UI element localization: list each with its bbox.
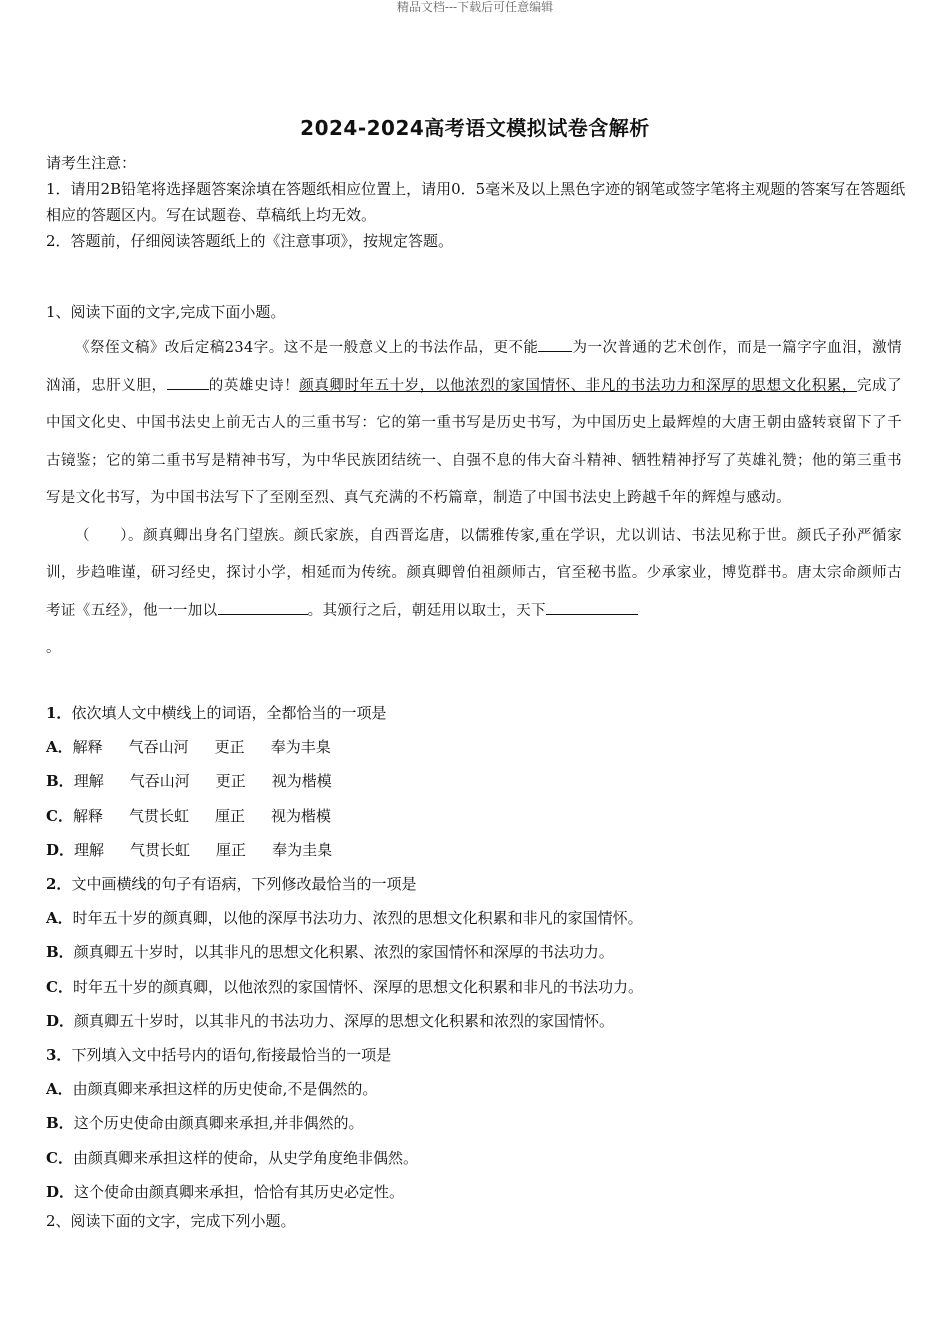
option-text: 这个使命由颜真卿来承担，恰恰有其历史必定性。 bbox=[74, 1182, 405, 1201]
question-number: 3． bbox=[46, 1046, 72, 1065]
option-text: 颜真卿五十岁时，以其非凡的书法功力、深厚的思想文化积累和浓烈的家国情怀。 bbox=[74, 1011, 615, 1030]
notice-heading: 请考生注意： bbox=[46, 154, 137, 172]
question-text: 文中画横线的句子有语病，下列修改最恰当的一项是 bbox=[71, 875, 417, 894]
fill-blank bbox=[167, 375, 209, 390]
option-word: 气吞山河 bbox=[128, 738, 189, 757]
question-3-option-c bbox=[46, 1141, 906, 1175]
option-word: 视为楷模 bbox=[271, 772, 332, 791]
option-label: A． bbox=[46, 1080, 73, 1099]
passage-paragraph-2 bbox=[46, 518, 902, 668]
passage-text: 《祭侄文稿》改后定稿234字。这不是一般意义上的书法作品，更不能 bbox=[75, 340, 539, 356]
question-3-stem bbox=[46, 1038, 906, 1072]
passage-text: 完成了中国文化史、中国书法史上前无古人的三重书写：它的第一重书写是历史书写，为中国历史上最辉煌的大唐王朝由盛转衰留下了千古镜鉴；它的第二重书写是精神书写，为中华民族团结统一、自强不息的伟大奋斗精神、牺牲精神抒写了英雄礼赞；他的第三重书写是文化书写，为中国书法写下了至刚至烈、真气充满的不朽篇章，制造了中国书法史上跨越千年的辉煌与感动。 bbox=[46, 377, 903, 506]
option-text: 时年五十岁的颜真卿，以他的深厚书法功力、浓烈的思想文化积累和非凡的家国情怀。 bbox=[72, 909, 643, 928]
option-label: A． bbox=[46, 909, 73, 928]
option-word: 理解 bbox=[73, 772, 104, 791]
option-word: 解释 bbox=[72, 806, 103, 825]
page-header-watermark: 精品文档---下载后可任意编辑 bbox=[396, 0, 554, 14]
underlined-sentence: 颜真卿时年五十岁，以他浓烈的家国情怀、非凡的书法功力和深厚的思想文化积累， bbox=[299, 377, 857, 394]
option-word: 更正 bbox=[215, 772, 246, 791]
option-word: 气贯长虹 bbox=[128, 806, 189, 825]
option-word: 气吞山河 bbox=[129, 772, 190, 791]
option-text: 时年五十岁的颜真卿，以他浓烈的家国情怀、深厚的思想文化积累和非凡的书法功力。 bbox=[72, 977, 643, 996]
reading-passage bbox=[46, 330, 902, 668]
option-label: C． bbox=[46, 1148, 73, 1167]
notice-item-2: 2．答题前，仔细阅读答题纸上的《注意事项》，按规定答题。 bbox=[46, 232, 454, 250]
fill-blank bbox=[546, 600, 638, 615]
notice-item-1: 1．请用2B铅笔将选择题答案涂填在答题纸相应位置上，请用0．5毫米及以上黑色字迹的钢笔或签字笔将主观题的答案写在答题纸相应的答题区内。写在试题卷、草稿纸上均无效。 bbox=[46, 180, 906, 224]
option-text: 由颜真卿来承担这样的使命，从史学角度绝非偶然。 bbox=[72, 1148, 418, 1167]
question-2-option-d bbox=[46, 1004, 906, 1038]
question-2-option-b bbox=[46, 935, 906, 969]
question-text: 依次填人文中横线上的词语，全都恰当的一项是 bbox=[71, 704, 387, 722]
question-1-option-c bbox=[46, 799, 906, 833]
option-text: 由颜真卿来承担这样的历史使命,不是偶然的。 bbox=[72, 1080, 378, 1099]
passage-text: （ ）。颜真卿出身名门望族。颜氏家族，自西晋迄唐，以儒雅传家,重在学识，尤以训诂、书法见称于世。颜氏子孙严循家训，步趋唯谨，研习经史，探讨小学，相延而为传统。颜真卿曾伯祖颜师古，官至秘书监。少承家业，博览群书。唐太宗命颜师古考证《五经》，他一一加以 bbox=[46, 527, 902, 619]
option-label: B． bbox=[46, 943, 74, 962]
question-1-option-d bbox=[46, 833, 906, 867]
fill-blank bbox=[538, 337, 572, 352]
option-label: C． bbox=[46, 806, 73, 825]
question-3-option-b bbox=[46, 1106, 906, 1140]
question-3-option-a bbox=[46, 1072, 906, 1106]
page-title: 2024-2024高考语文模拟试卷含解析 bbox=[300, 116, 650, 140]
question-2-option-a bbox=[46, 901, 906, 935]
option-word: 厘正 bbox=[214, 806, 245, 825]
section-2-intro: 2、阅读下面的文字，完成下列小题。 bbox=[46, 1212, 296, 1230]
option-label: A． bbox=[46, 738, 73, 757]
exam-notice bbox=[46, 150, 906, 254]
passage-text: 为一次普通的艺术创作，而是一篇字字血泪，激情汹涌，忠肝义胆， bbox=[46, 340, 902, 394]
option-word: 视为楷模 bbox=[271, 806, 332, 825]
option-label: D． bbox=[46, 1182, 75, 1201]
option-text: 颜真卿五十岁时，以其非凡的思想文化积累、浓烈的家国情怀和深厚的书法功力。 bbox=[73, 943, 614, 962]
option-word: 厘正 bbox=[216, 840, 247, 859]
question-number: 2． bbox=[46, 875, 72, 894]
question-2-stem bbox=[46, 867, 906, 901]
question-1-option-a bbox=[46, 730, 906, 764]
question-3-option-d bbox=[46, 1175, 906, 1209]
passage-text: 的英雄史诗！ bbox=[208, 377, 300, 394]
option-label: B． bbox=[46, 772, 74, 791]
passage-paragraph-1 bbox=[46, 330, 902, 518]
option-word: 奉为圭臬 bbox=[272, 840, 333, 859]
option-word: 奉为丰臬 bbox=[270, 738, 331, 757]
option-label: D． bbox=[46, 1011, 75, 1030]
question-1-option-b bbox=[46, 764, 906, 798]
question-1-stem bbox=[46, 696, 906, 730]
option-word: 解释 bbox=[72, 738, 103, 757]
question-number: 1． bbox=[46, 704, 72, 722]
option-label: B． bbox=[46, 1114, 74, 1133]
question-text: 下列填入文中括号内的语句,衔接最恰当的一项是 bbox=[71, 1046, 392, 1065]
passage-text: 。其颁行之后，朝廷用以取士，天下 bbox=[307, 602, 546, 619]
option-label: C． bbox=[46, 977, 73, 996]
fill-blank bbox=[218, 600, 308, 615]
option-text: 这个历史使命由颜真卿来承担,并非偶然的。 bbox=[73, 1114, 364, 1133]
section-1-intro: 1、阅读下面的文字,完成下面小题。 bbox=[46, 303, 286, 321]
option-word: 更正 bbox=[214, 738, 245, 757]
option-word: 气贯长虹 bbox=[130, 840, 191, 859]
option-word: 理解 bbox=[74, 840, 105, 859]
question-list bbox=[46, 696, 906, 1209]
option-label: D． bbox=[46, 840, 75, 859]
passage-text: 。 bbox=[46, 640, 61, 656]
question-2-option-c bbox=[46, 970, 906, 1004]
